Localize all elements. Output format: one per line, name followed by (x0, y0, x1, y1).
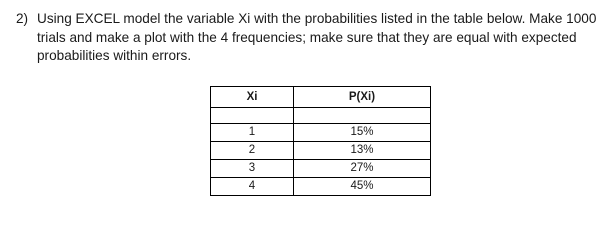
probability-cell: 27% (294, 160, 431, 178)
table-row (211, 142, 431, 160)
xi-cell: 3 (211, 160, 294, 178)
xi-cell: 1 (211, 124, 294, 142)
probability-cell: 13% (294, 142, 431, 160)
table-row (211, 124, 431, 142)
probability-cell: 15% (294, 124, 431, 142)
column-header-xi: Xi (211, 87, 294, 108)
empty-cell (294, 108, 431, 124)
probability-cell: 45% (294, 178, 431, 196)
problem-statement (16, 10, 601, 66)
table-row (211, 178, 431, 196)
probability-table (210, 86, 431, 196)
xi-cell: 4 (211, 178, 294, 196)
column-header-pxi: P(Xi) (294, 87, 431, 108)
table-header-row (211, 87, 431, 108)
xi-cell: 2 (211, 142, 294, 160)
problem-number: 2) (16, 11, 29, 26)
empty-cell (211, 108, 294, 124)
empty-row (211, 108, 431, 124)
problem-text: Using EXCEL model the variable Xi with the probabilities listed in the table below. Make 1000 trials and make a plot with the 4 frequencies; make sure that they are equal with expected probabilities within errors. (37, 11, 597, 63)
table-row (211, 160, 431, 178)
